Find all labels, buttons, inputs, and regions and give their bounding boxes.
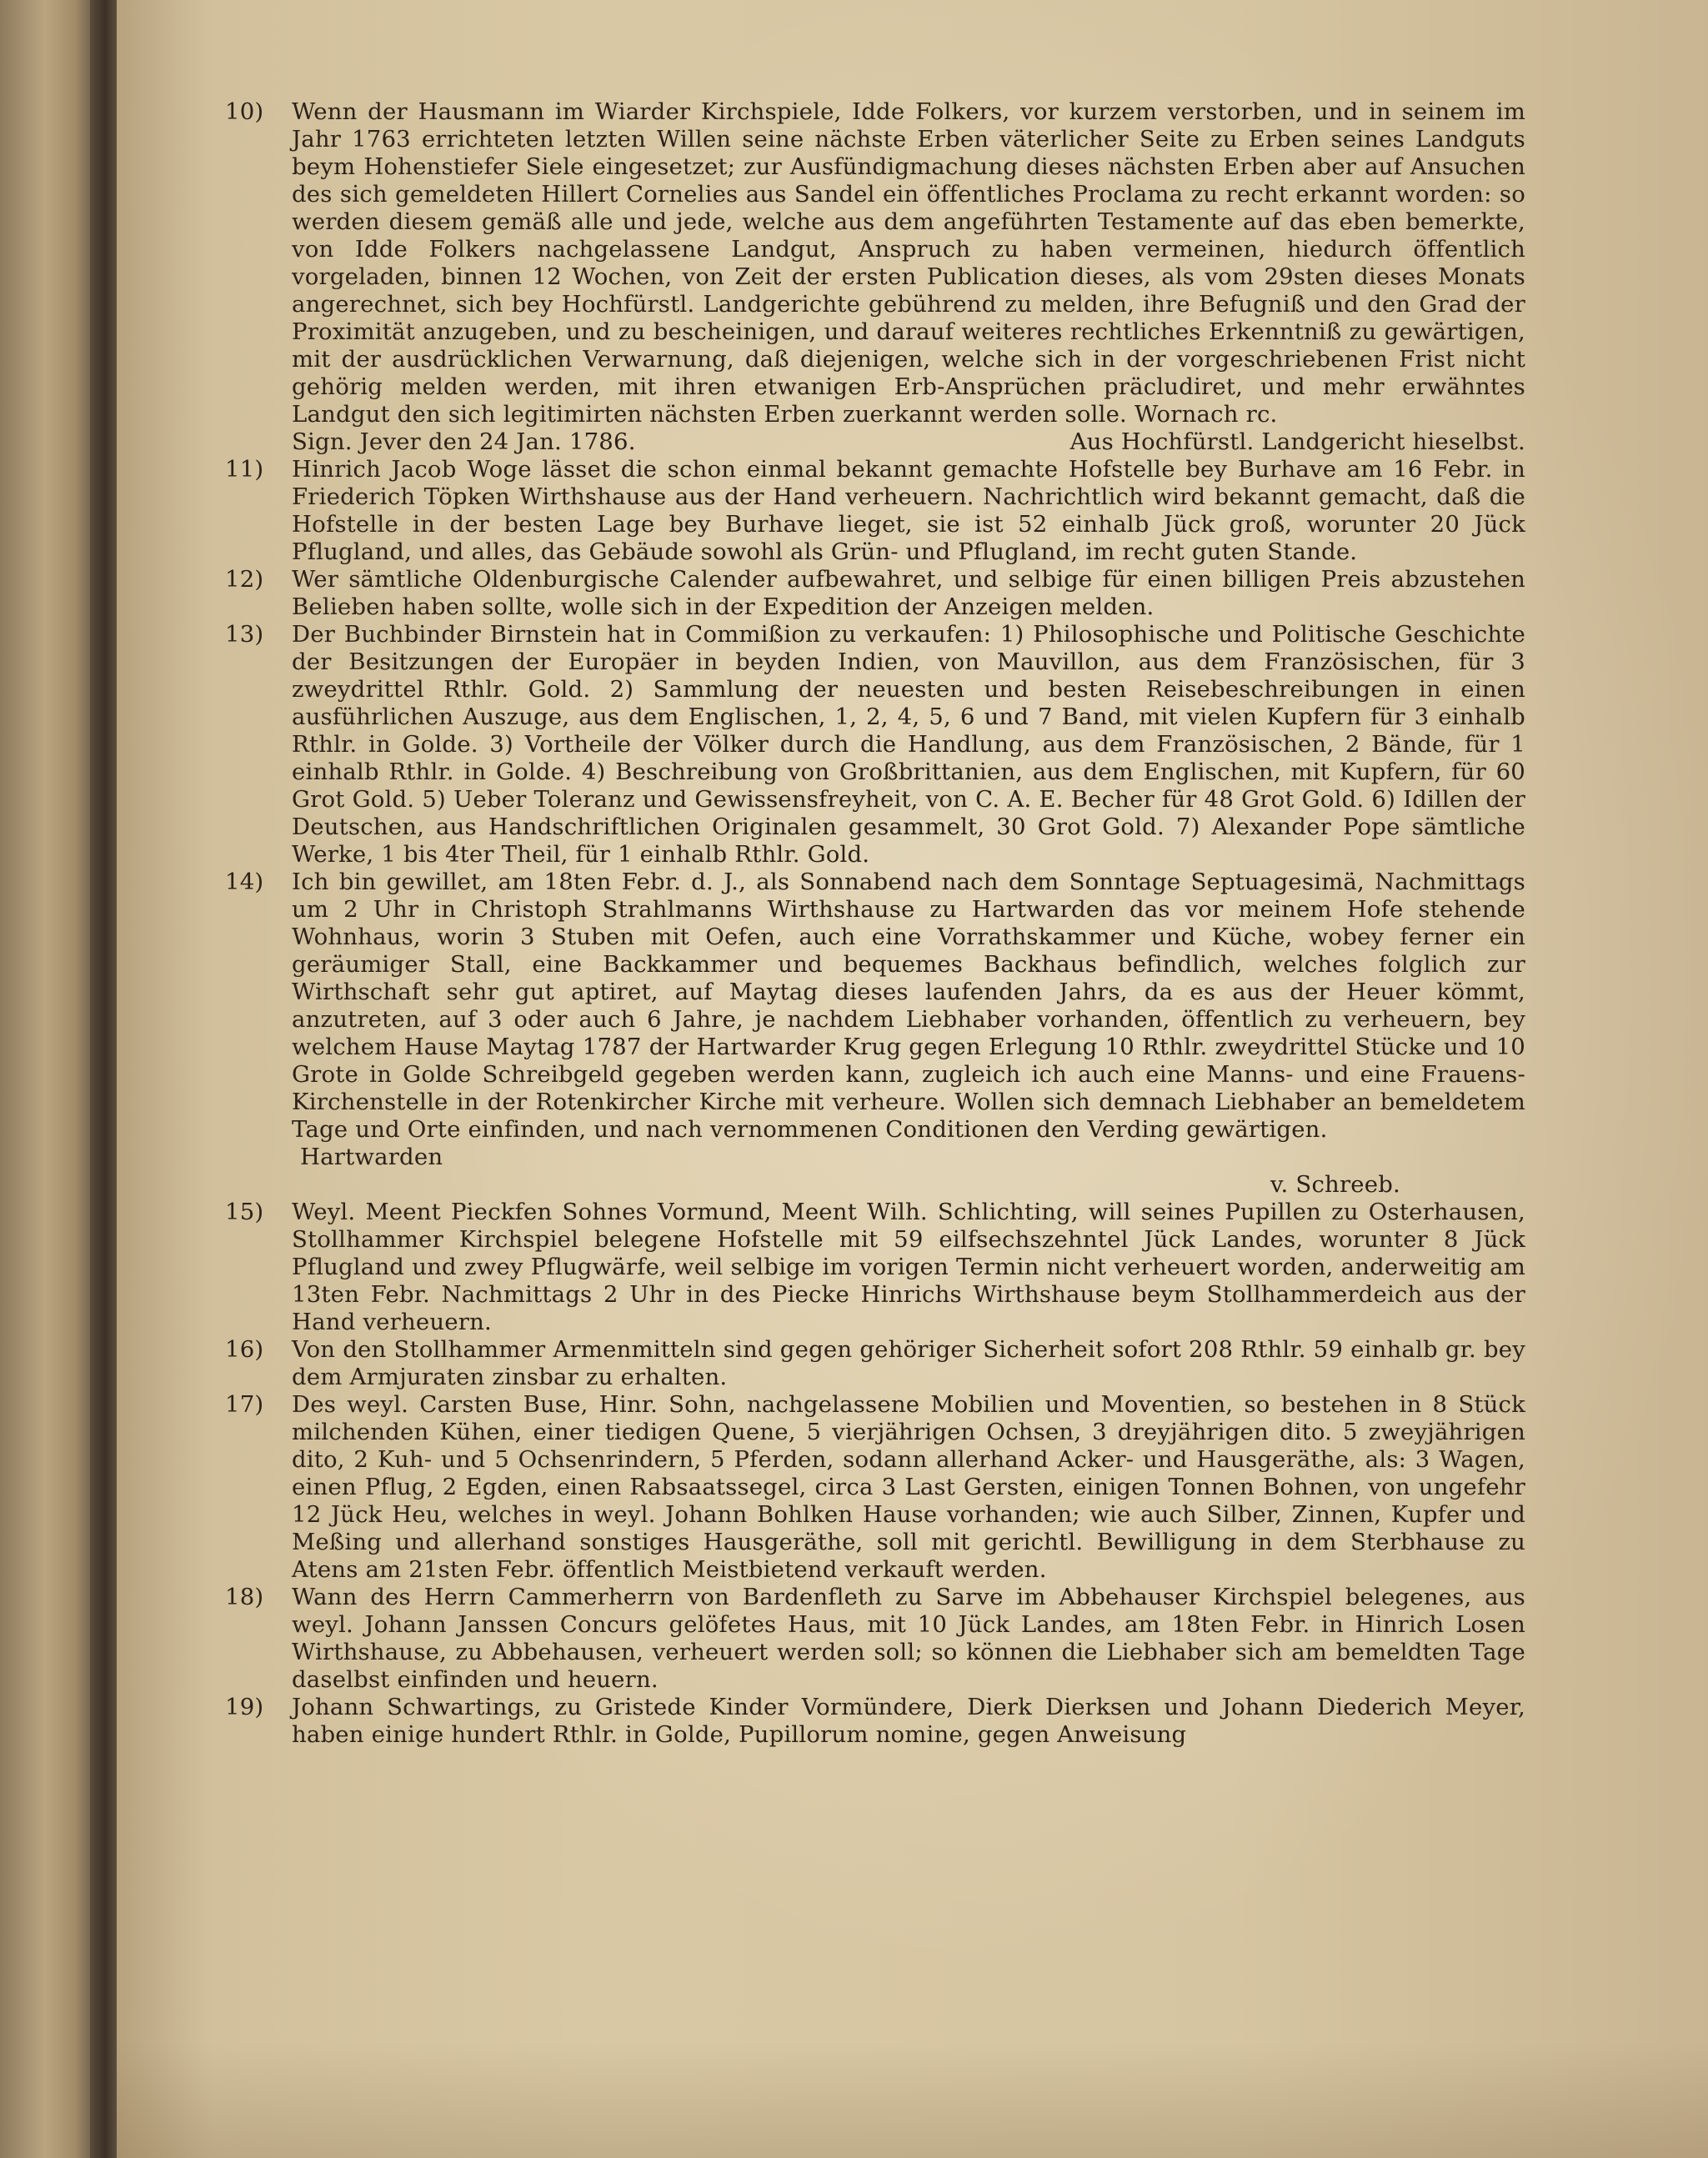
notice-11 <box>225 456 1525 566</box>
notice-date: Sign. Jever den 24 Jan. 1786. <box>292 428 636 455</box>
notice-number: 15) <box>225 1199 264 1225</box>
notice-place: Hartwarden <box>300 1144 443 1170</box>
notice-text: Von den Stollhammer Armenmitteln sind gegen gehöriger Sicherheit sofort 208 Rthlr. 59 einhalb gr. bey dem Armjuraten zinsbar zu erhalten. <box>292 1336 1525 1390</box>
notice-number: 17) <box>225 1391 264 1418</box>
notice-number: 14) <box>225 869 264 895</box>
notice-16 <box>225 1336 1525 1391</box>
notice-number: 12) <box>225 566 264 593</box>
notice-number: 18) <box>225 1584 264 1610</box>
notice-text: Weyl. Meent Pieckfen Sohnes Vormund, Meent Wilh. Schlichting, will seines Pupillen zu Osterhausen, Stollhammer Kirchspiel belegene Hofstelle mit 59 eilfsechszehntel Jück Landes, worunter 8 Jück Pflugland und zwey Pflugwärfe, weil selbige im vorigen Termin nicht verheuert worden, anderweitig am 13ten Febr. Nachmittags 2 Uhr in des Piecke Hinrichs Wirthshause beym Stollhammerdeich aus der Hand verheuern. <box>292 1199 1525 1335</box>
notice-12 <box>225 566 1525 621</box>
facing-page-edge <box>0 0 100 2158</box>
notice-number: 19) <box>225 1694 264 1720</box>
notice-10 <box>225 98 1525 456</box>
notice-text: Hinrich Jacob Woge lässet die schon einmal bekannt gemachte Hofstelle bey Burhave am 16 Febr. in Friederich Töpken Wirthshause aus der Hand verheuern. Nachrichtlich wird bekannt gemacht, daß die Hofstelle in der besten Lage bey Burhave lieget, sie ist 52 einhalb Jück groß, worunter 20 Jück Pflugland, und alles, das Gebäude sowohl als Grün- und Pflugland, im recht guten Stande. <box>292 456 1525 565</box>
document-page <box>117 0 1708 2158</box>
notice-number: 10) <box>225 98 264 125</box>
notice-text: Johann Schwartings, zu Gristede Kinder Vormündere, Dierk Dierksen und Johann Diederich Meyer, haben einige hundert Rthlr. in Golde, Pupillorum nomine, gegen Anweisung <box>292 1694 1525 1748</box>
notice-text: Wer sämtliche Oldenburgische Calender aufbewahret, und selbige für einen billigen Preis abzustehen Belieben haben sollte, wolle sich in der Expedition der Anzeigen melden. <box>292 566 1525 620</box>
notice-number: 16) <box>225 1336 264 1363</box>
notice-15 <box>225 1199 1525 1336</box>
notice-text: Der Buchbinder Birnstein hat in Commißion zu verkaufen: 1) Philosophische und Politische Geschichte der Besitzungen der Europäer in beyden Indien, von Mauvillon, aus dem Französischen, für 3 zweydrittel Rthlr. Gold. 2) Sammlung der neuesten und besten Reisebeschreibungen in einen ausführlichen Auszuge, aus dem Englischen, 1, 2, 4, 5, 6 und 7 Band, mit vielen Kupfern für 3 einhalb Rthlr. in Golde. 3) Vortheile der Völker durch die Handlung, aus dem Französischen, 2 Bände, für 1 einhalb Rthlr. in Golde. 4) Beschreibung von Großbrittanien, aus dem Englischen, mit Kupfern, für 60 Grot Gold. 5) Ueber Toleranz und Gewissensfreyheit, von C. A. E. Becher für 48 Grot Gold. 6) Idillen der Deutschen, aus Handschriftlichen Originalen gesammelt, 30 Grot Gold. 7) Alexander Pope sämtliche Werke, 1 bis 4ter Theil, für 1 einhalb Rthlr. Gold. <box>292 621 1525 868</box>
notice-signature-line <box>292 428 1525 456</box>
notice-14 <box>225 869 1525 1199</box>
notice-text: Des weyl. Carsten Buse, Hinr. Sohn, nachgelassene Mobilien und Moventien, so bestehen in 8 Stück milchenden Kühen, einer tiedigen Quene, 5 vierjährigen Ochsen, 3 dreyjährigen dito. 5 zweyjährigen dito, 2 Kuh- und 5 Ochsenrindern, 5 Pferden, sodann allerhand Acker- und Hausgeräthe, als: 3 Wagen, einen Pflug, 2 Egden, einen Rabsaatssegel, circa 3 Last Gersten, einigen Tonnen Bohnen, von ungefehr 12 Jück Heu, welches in weyl. Johann Bohlken Hause vorhanden; wie auch Silber, Zinnen, Kupfer und Meßing und allerhand sonstiges Hausgeräthe, soll mit gerichtl. Bewilligung in dem Sterbhause zu Atens am 21sten Febr. öffentlich Meistbietend verkauft werden. <box>292 1391 1525 1583</box>
notice-number: 13) <box>225 621 264 648</box>
notice-number: 11) <box>225 456 264 483</box>
notice-signature-line <box>292 1171 1525 1199</box>
notice-text: Wenn der Hausmann im Wiarder Kirchspiele, Idde Folkers, vor kurzem verstorben, und in seinem im Jahr 1763 errichteten letzten Willen seine nächste Erben väterlicher Seite zu Erben seines Landguts beym Hohenstiefer Siele eingesetzet; zur Ausfündigmachung dieses nächsten Erben aber auf Ansuchen des sich gemeldeten Hillert Cornelies aus Sandel ein öffentliches Proclama zu recht erkannt worden: so werden diesem gemäß alle und jede, welche aus dem angeführten Testamente auf das eben bemerkte, von Idde Folkers nachgelassene Landgut, Anspruch zu haben vermeinen, hiedurch öffentlich vorgeladen, binnen 12 Wochen, von Zeit der ersten Publication dieses, als vom 29sten dieses Monats angerechnet, sich bey Hochfürstl. Landgerichte gebührend zu melden, ihre Befugniß und den Grad der Proximität anzugeben, und zu bescheinigen, und darauf weiteres rechtliches Erkenntniß zu gewärtigen, mit der ausdrücklichen Verwarnung, daß diejenigen, welche sich in der vorgeschriebenen Frist nicht gehörig melden werden, mit ihren etwanigen Erb-Ansprüchen präcludiret, und mehr erwähntes Landgut den sich legitimirten nächsten Erben zuerkannt werden solle. Wornach rc. <box>292 98 1525 428</box>
notice-13 <box>225 621 1525 869</box>
notice-19 <box>225 1694 1525 1749</box>
notice-text: Wann des Herrn Cammerherrn von Bardenfleth zu Sarve im Abbehauser Kirchspiel belegenes, aus weyl. Johann Janssen Concurs gelöfetes Haus, mit 10 Jück Landes, am 18ten Febr. in Hinrich Losen Wirthshause, zu Abbehausen, verheuert werden soll; so können die Liebhaber sich am bemeldten Tage daselbst einfinden und heuern. <box>292 1584 1525 1693</box>
notice-17 <box>225 1391 1525 1584</box>
notice-text: Ich bin gewillet, am 18ten Febr. d. J., als Sonnabend nach dem Sonntage Septuagesimä, Nachmittags um 2 Uhr in Christoph Strahlmanns Wirthshause zu Hartwarden das vor meinem Hofe stehende Wohnhaus, worin 3 Stuben mit Oefen, auch eine Vorrathskammer und Küche, wobey ferner ein geräumiger Stall, eine Backkammer und bequemes Backhaus befindlich, welches folglich zur Wirthschaft sehr gut aptiret, auf Maytag dieses laufenden Jahrs, da es aus der Heuer kömmt, anzutreten, auf 3 oder auch 6 Jahre, je nachdem Liebhaber vorhanden, öffentlich zu verheuern, bey welchem Hause Maytag 1787 der Hartwarder Krug gegen Erlegung 10 Rthlr. zweydrittel Stücke und 10 Grote in Golde Schreibgeld gegeben werden kann, zugleich ich auch eine Manns- und eine Frauens-Kirchenstelle in der Rotenkircher Kirche mit verheure. Wollen sich demnach Liebhaber an bemeldetem Tage und Orte einfinden, und nach vernommenen Conditionen den Verding gewärtigen. <box>292 869 1525 1143</box>
notices-column <box>225 98 1525 1749</box>
notice-issuer: Aus Hochfürstl. Landgericht hieselbst. <box>1069 428 1525 455</box>
notice-18 <box>225 1584 1525 1694</box>
notice-signature: v. Schreeb. <box>1270 1171 1400 1198</box>
